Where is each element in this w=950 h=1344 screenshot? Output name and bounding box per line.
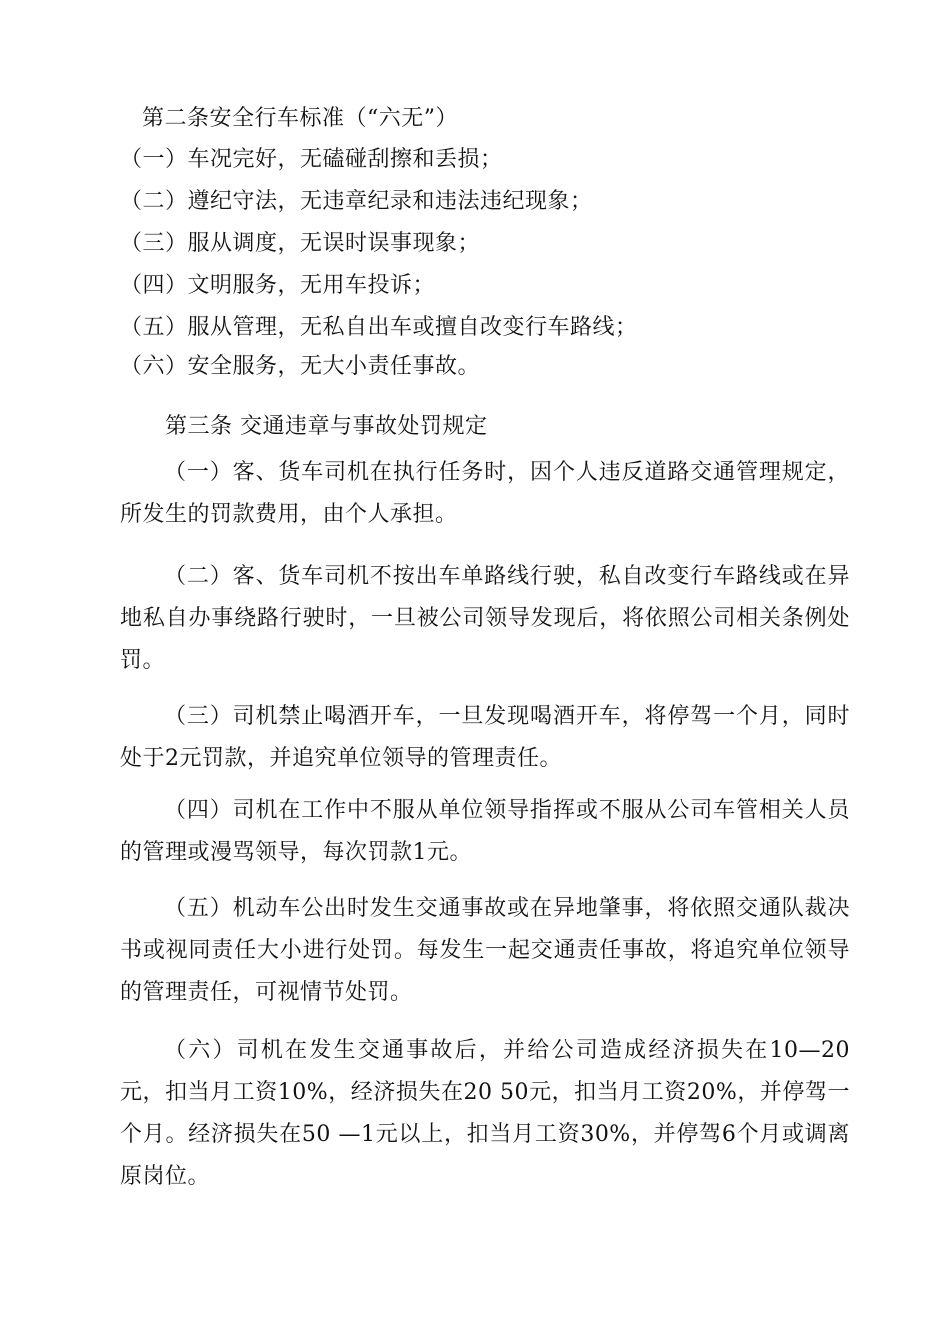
section3-paragraph-4: （四）司机在工作中不服从单位领导指挥或不服从公司车管相关人员的管理或漫骂领导，每次罚款1元。 <box>120 798 850 865</box>
section3-paragraph-1: （一）客、货车司机在执行任务时，因个人违反道路交通管理规定，所发生的罚款费用，由个人承担。 <box>120 460 850 527</box>
section3-paragraph-2: （二）客、货车司机不按出车单路线行驶，私自改变行车路线或在异地私自办事绕路行驶时，一旦被公司领导发现后，将依照公司相关条例处罚。 <box>120 564 850 673</box>
section2-title: 第二条安全行车标准（“六无”） <box>142 106 458 131</box>
section3-paragraph-3: （三）司机禁止喝酒开车，一旦发现喝酒开车，将停驾一个月，同时处于2元罚款，并追究单位领导的管理责任。 <box>120 704 850 771</box>
section2-item-6: （六）安全服务，无大小责任事故。 <box>120 354 481 379</box>
section2-item-5: （五）服从管理，无私自出车或擅自改变行车路线； <box>120 315 638 340</box>
section3-paragraph-6: （六）司机在发生交通事故后，并给公司造成经济损失在10—20元，扣当月工资10%，经济损失在20 50元，扣当月工资20%，并停驾一个月。经济损失在50 —1元以上，扣当月工资30%，并停驾6个月或调离原岗位。 <box>120 1038 850 1189</box>
section2-item-2: （二）遵纪守法，无违章纪录和违法违纪现象； <box>120 189 593 214</box>
section2-item-3: （三）服从调度，无误时误事现象； <box>120 231 481 256</box>
section3-paragraph-5: （五）机动车公出时发生交通事故或在异地肇事，将依照交通队裁决书或视同责任大小进行处罚。每发生一起交通责任事故，将追究单位领导的管理责任，可视情节处罚。 <box>120 896 850 1005</box>
section2-item-4: （四）文明服务，无用车投诉； <box>120 273 436 298</box>
section3-title: 第三条 交通违章与事故处罚规定 <box>165 414 488 439</box>
section2-item-1: （一）车况完好，无磕碰刮擦和丢损； <box>120 147 503 172</box>
